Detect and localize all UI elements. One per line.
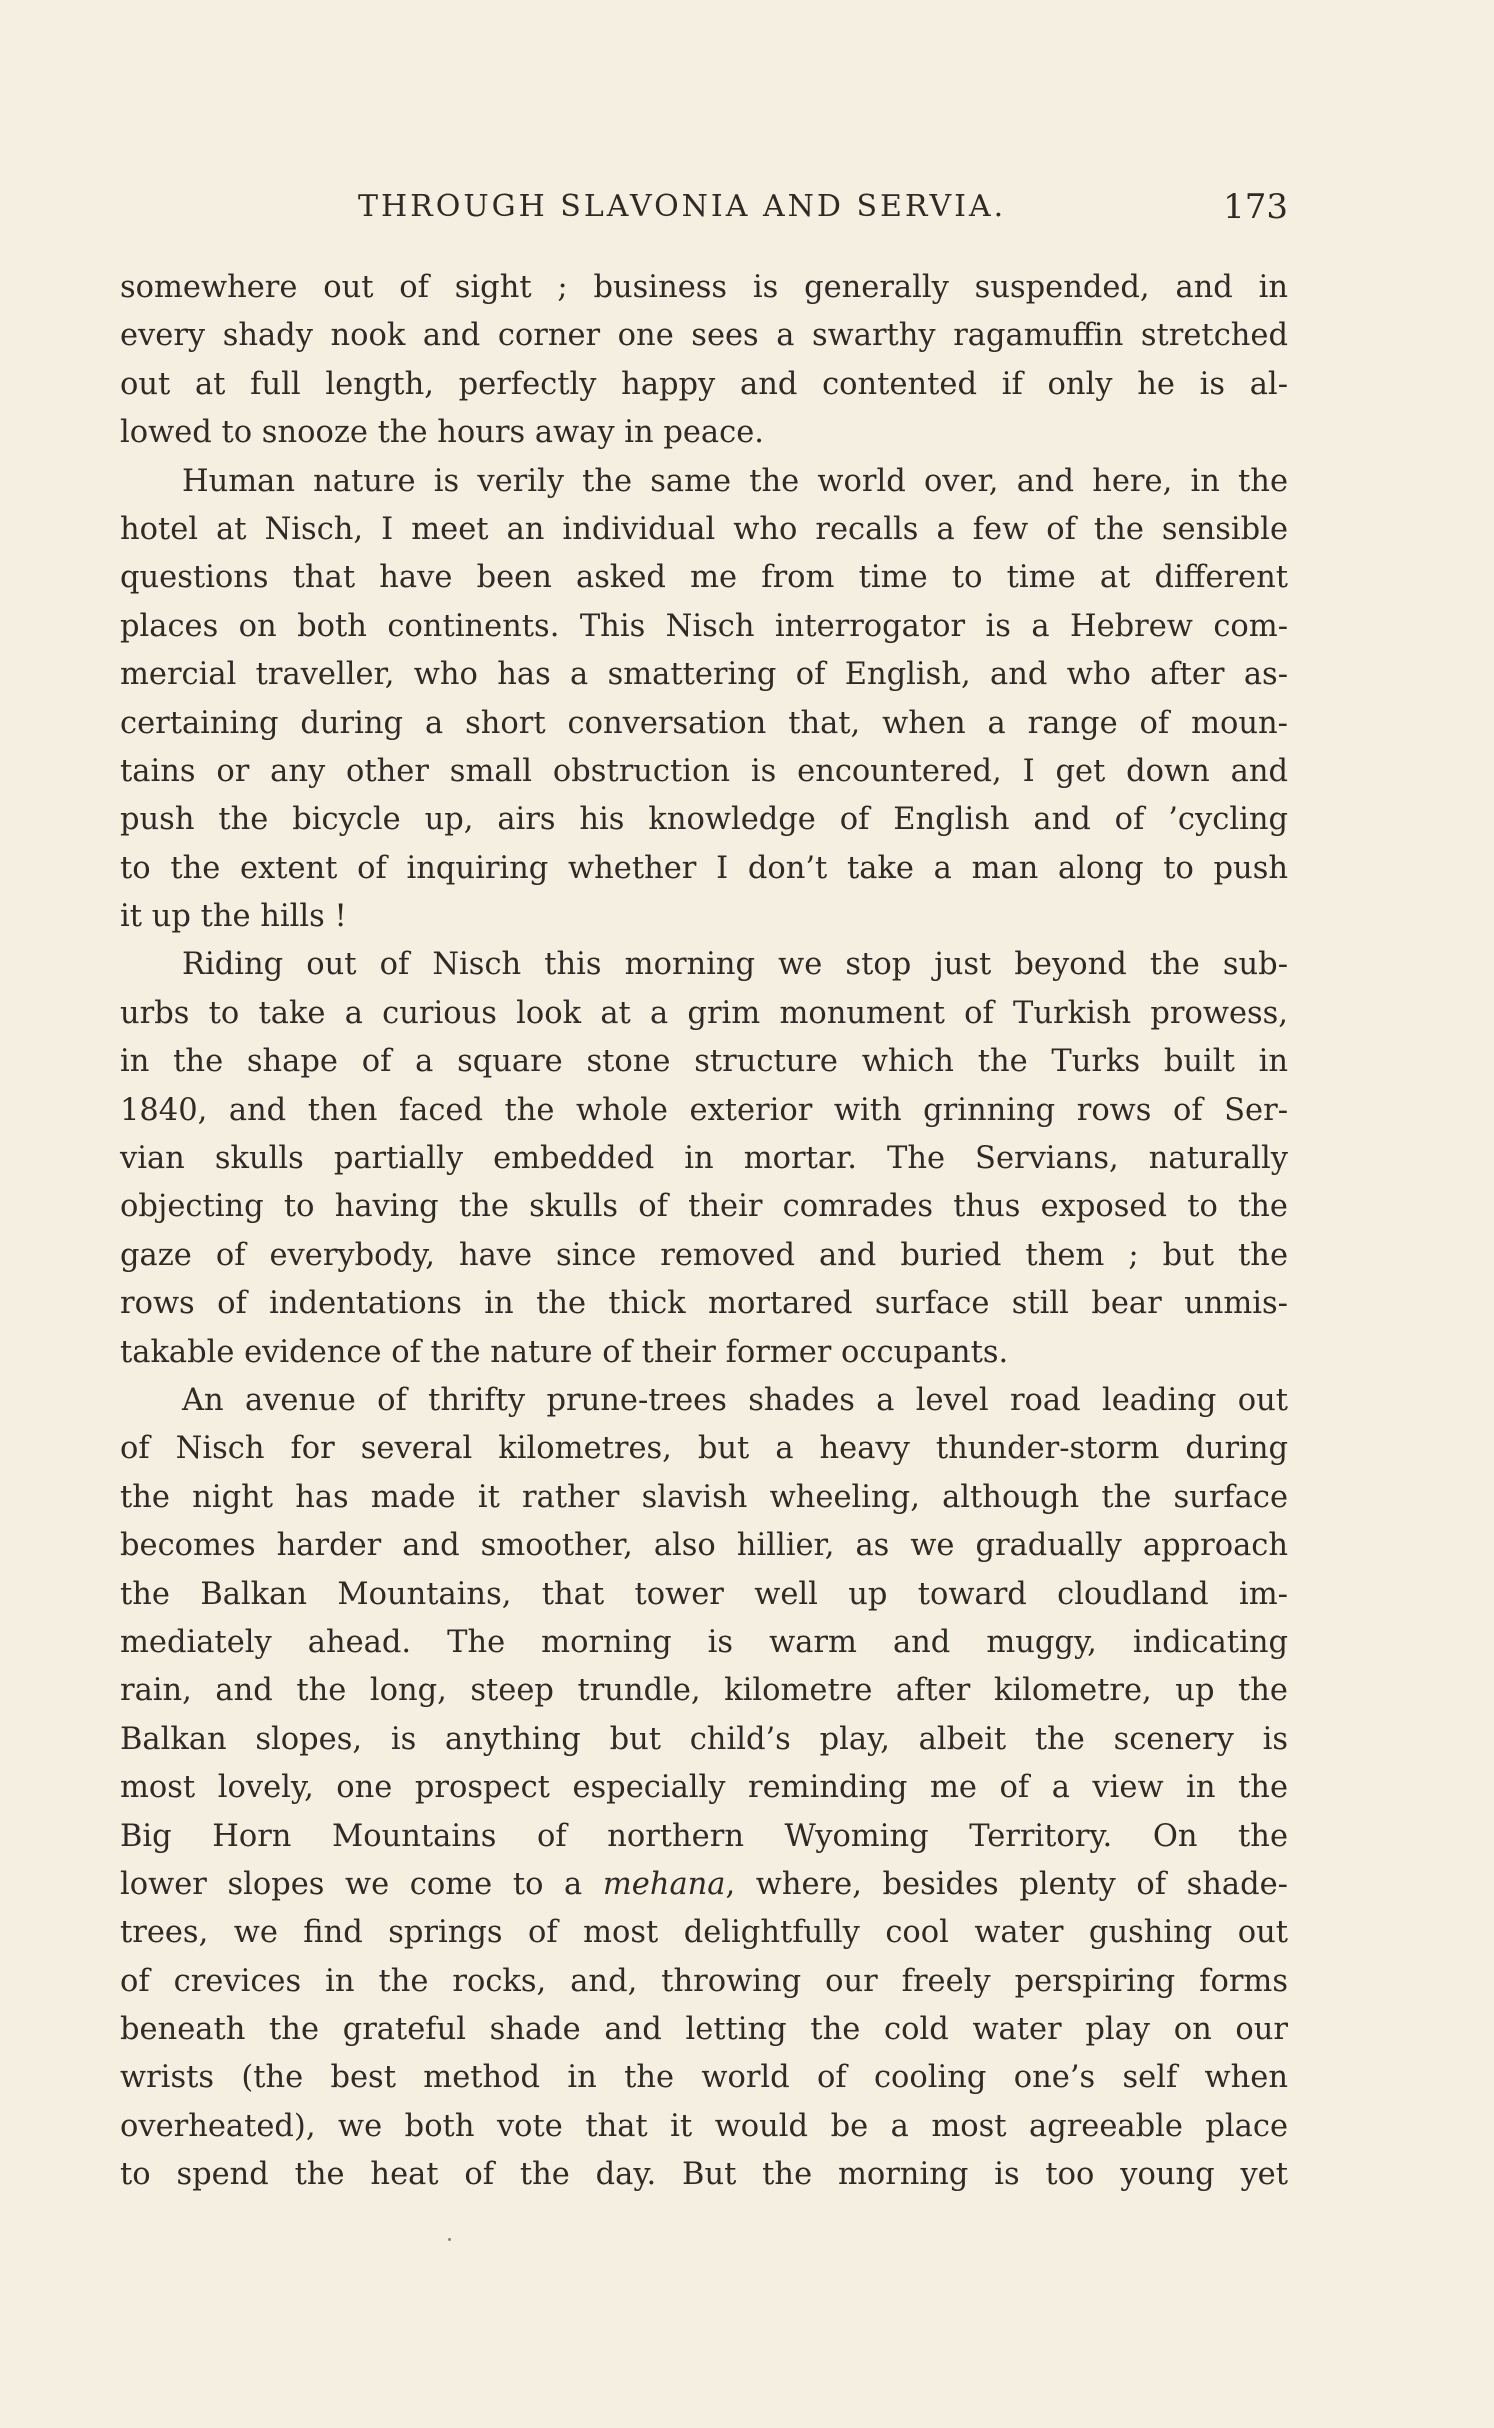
text-line: Balkan slopes, is anything but child’s play, albeit the scenery is [120,1721,1288,1757]
text-line: out at full length, perfectly happy and contented if only he is al- [120,366,1288,402]
italic-term: mehana [602,1866,726,1902]
text-line [120,1861,1288,1909]
text-line: it up the hills ! [120,899,347,935]
text-line: to spend the heat of the day. But the morning is too young yet [120,2157,1288,2193]
text-line: hotel at Nisch, I meet an individual who recalls a few of the sensible [120,511,1288,547]
text-line: in the shape of a square stone structure which the Turks built in [120,1044,1288,1080]
text-line: most lovely, one prospect especially reminding me of a view in the [120,1770,1288,1806]
text-line: somewhere out of sight ; business is generally suspended, and in [120,270,1288,305]
text-line: every shady nook and corner one sees a swarthy ragamuffin stretched [120,318,1288,354]
text-line: questions that have been asked me from time to time at different [120,560,1288,596]
text-line: Human nature is verily the same the world over, and here, in the [182,463,1288,499]
text-line: places on both continents. This Nisch interrogator is a Hebrew com- [120,608,1288,644]
body-text [120,264,1288,2200]
text-line: 1840, and then faced the whole exterior with grinning rows of Ser- [120,1092,1288,1128]
text-line: the Balkan Mountains, that tower well up toward cloudland im- [120,1576,1288,1612]
text-line: lowed to snooze the hours away in peace. [120,415,764,451]
page-number: 173 [1223,187,1288,227]
text-line: overheated), we both vote that it would be a most agreeable place [120,2108,1288,2144]
text-line: Big Horn Mountains of northern Wyoming Territory. On the [120,1818,1288,1854]
text-fragment: , where, besides plenty of shade- [725,1866,1288,1902]
text-line: becomes harder and smoother, also hillier, as we gradually approach [120,1528,1288,1564]
text-line: wrists (the best method in the world of cooling one’s self when [120,2060,1288,2096]
text-line: the night has made it rather slavish wheeling, although the surface [120,1479,1288,1515]
text-line: takable evidence of the nature of their former occupants. [120,1334,1009,1370]
text-line: mediately ahead. The morning is warm and muggy, indicating [120,1624,1288,1660]
text-line: gaze of everybody, have since removed and buried them ; but the [120,1237,1288,1273]
text-line: An avenue of thrifty prune-trees shades a level road leading out [182,1382,1288,1418]
text-line: Riding out of Nisch this morning we stop just beyond the sub- [182,947,1288,983]
text-line: vian skulls partially embedded in mortar. The Servians, naturally [120,1141,1288,1177]
running-title: THROUGH SLAVONIA AND SERVIA. [358,189,1007,224]
text-line: rain, and the long, steep trundle, kilometre after kilometre, up the [120,1673,1288,1709]
text-fragment: lower slopes we come to a [120,1866,603,1902]
text-line: tains or any other small obstruction is encountered, I get down and [120,753,1288,789]
text-line: trees, we find springs of most delightfully cool water gushing out [120,1915,1288,1951]
text-line: mercial traveller, who has a smattering of English, and who after as- [120,657,1288,693]
text-line: to the extent of inquiring whether I don’t take a man along to push [120,850,1288,886]
running-head [120,184,1288,230]
text-line: rows of indentations in the thick mortared surface still bear unmis- [120,1286,1288,1322]
text-line: objecting to having the skulls of their comrades thus exposed to the [120,1189,1288,1225]
text-line: of crevices in the rocks, and, throwing our freely perspiring forms [120,1963,1288,1999]
text-line: of Nisch for several kilometres, but a heavy thunder-storm during [120,1431,1288,1467]
text-line: push the bicycle up, airs his knowledge of English and of ’cycling [120,802,1288,838]
text-line: beneath the grateful shade and letting the cold water play on our [120,2012,1288,2048]
paper-speck [448,2238,451,2241]
text-line: certaining during a short conversation that, when a range of moun- [120,705,1288,741]
text-line: urbs to take a curious look at a grim monument of Turkish prowess, [120,995,1288,1031]
